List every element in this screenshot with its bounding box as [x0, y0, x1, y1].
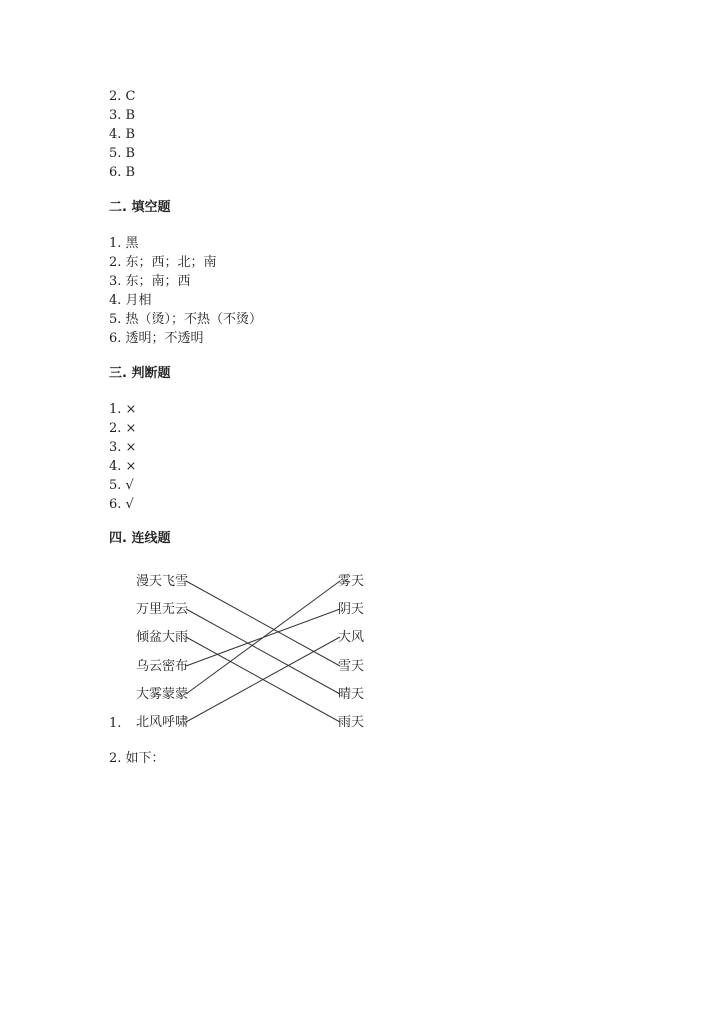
left-item-6: 北风呼啸 [136, 715, 189, 730]
true-false-answer-3: 3. × [109, 440, 137, 455]
left-item-4: 乌云密布 [136, 659, 189, 674]
true-false-answer-4: 4. × [109, 459, 137, 474]
fill-blank-answer-3: 3. 东；南；西 [109, 274, 191, 289]
matching-heading: 四. 连线题 [109, 531, 171, 546]
choice-answer-5: 5. B [109, 146, 136, 161]
choice-answer-3: 3. B [109, 108, 136, 123]
fill-blank-answer-4: 4. 月相 [109, 293, 152, 308]
true-false-answer-5: 5. √ [109, 478, 134, 493]
choice-answer-6: 6. B [109, 165, 136, 180]
fill-blank-answer-2: 2. 东；西；北；南 [109, 255, 217, 270]
fill-blank-answer-6: 6. 透明；不透明 [109, 331, 204, 346]
choice-answer-4: 4. B [109, 127, 136, 142]
true-false-answer-6: 6. √ [109, 497, 134, 512]
left-item-1: 漫天飞雪 [136, 574, 189, 589]
right-item-3: 大风 [338, 630, 365, 645]
fill-blank-answer-5: 5. 热（烫）；不热（不烫） [109, 312, 263, 327]
matching-second-item: 2. 如下： [109, 751, 165, 766]
right-item-5: 晴天 [338, 687, 365, 702]
left-item-2: 万里无云 [136, 602, 189, 617]
right-item-6: 雨天 [338, 715, 365, 730]
true-false-answer-1: 1. × [109, 402, 137, 417]
true-false-answer-2: 2. × [109, 421, 137, 436]
right-item-4: 雪天 [338, 659, 365, 674]
left-item-5: 大雾蒙蒙 [136, 687, 189, 702]
left-item-3: 倾盆大雨 [136, 630, 189, 645]
connection-line-2 [186, 609, 340, 694]
choice-answer-2: 2. C [109, 89, 136, 104]
fill-blank-answer-1: 1. 黑 [109, 236, 139, 251]
connection-line-5 [186, 581, 340, 694]
connection-line-1 [186, 581, 340, 666]
matching-item-number: 1. [109, 716, 122, 731]
true-false-heading: 三. 判断题 [109, 366, 171, 381]
right-item-2: 阴天 [338, 602, 365, 617]
fill-blank-heading: 二. 填空题 [109, 200, 171, 215]
right-item-1: 雾天 [338, 574, 365, 589]
